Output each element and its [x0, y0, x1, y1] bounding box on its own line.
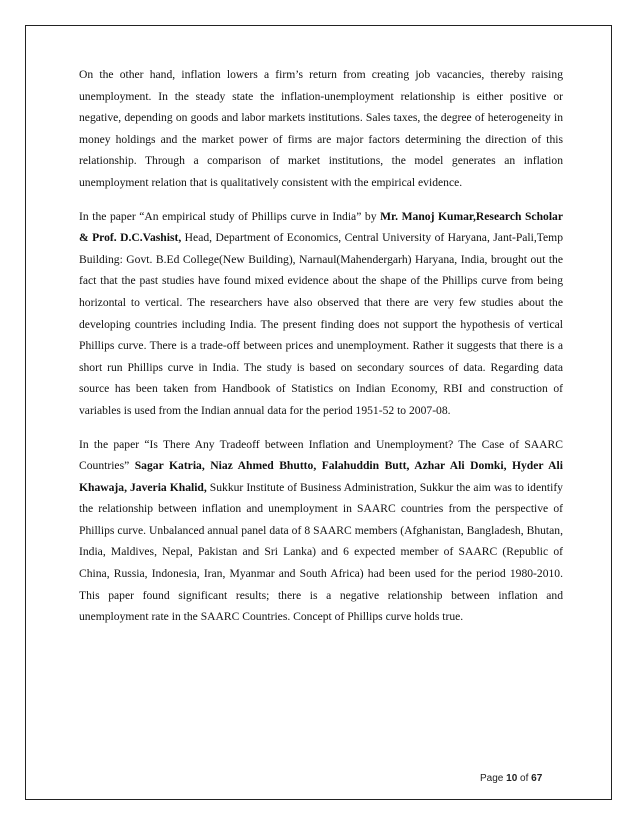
paper-intro: In the paper “An empirical study of Phillips curve in India” by	[79, 209, 381, 223]
paper-authors: Mr. Manoj Kumar,Research Scholar & Prof. D.C.Vashist,	[79, 209, 563, 245]
paper-intro: In the paper “Is There Any Tradeoff between Inflation and Unemployment? The Case of SAARC Countries”	[79, 437, 563, 473]
current-page-number: 10	[506, 773, 518, 784]
total-pages-number: 67	[531, 773, 543, 784]
page-label: Page	[480, 773, 504, 784]
paper-body: Head, Department of Economics, Central University of Haryana, Jant-Pali,Temp Building: Govt. B.Ed College(New Building), Narnaul(Mahendergarh) Haryana, India, brought out the fact that the past studies have found mixed evidence about the shape of the Phillips curve from being horizontal to vertical. The researchers have also observed that there are very few studies about the developing countries including India. The present finding does not support the hypothesis of vertical Phillips curve. There is a trade-off between prices and unemployment. Rather it suggests that there is a short run Phillips curve in India. The study is based on secondary sources of data. Regarding data source has been taken from Handbook of Statistics on Indian Economy, RBI and construction of variables is used from the Indian annual data for the period 1951-52 to 2007-08.	[79, 231, 563, 417]
document-body	[79, 64, 563, 640]
paragraph-phillips-india	[79, 206, 563, 422]
page-number-footer	[480, 773, 542, 784]
paragraph-text: On the other hand, inflation lowers a firm’s return from creating job vacancies, thereby raising unemployment. In the steady state the inflation-unemployment relationship is either positive or negative, depending on goods and labor markets institutions. Sales taxes, the degree of heterogeneity in money holdings and the market power of firms are major factors determining the direction of this relationship. Through a comparison of market institutions, the model generates an inflation unemployment relation that is qualitatively consistent with the empirical evidence.	[79, 68, 563, 189]
paragraph-saarc-tradeoff	[79, 434, 563, 628]
paragraph-inflation-unemployment	[79, 64, 563, 194]
of-label: of	[520, 773, 529, 784]
paper-body: Sukkur Institute of Business Administration, Sukkur the aim was to identify the relationship between inflation and unemployment in SAARC countries from the perspective of Phillips curve. Unbalanced annual panel data of 8 SAARC members (Afghanistan, Bangladesh, Bhutan, India, Maldives, Nepal, Pakistan and Sri Lanka) and 6 expected member of SAARC (Republic of China, Russia, Indonesia, Iran, Myanmar and South Africa) had been used for the period 1980-2010. This paper found significant results; there is a negative relationship between inflation and unemployment rate in the SAARC Countries. Concept of Phillips curve holds true.	[79, 480, 563, 624]
paper-authors: Sagar Katria, Niaz Ahmed Bhutto, Falahuddin Butt, Azhar Ali Domki, Hyder Ali Khawaja, Javeria Khalid,	[79, 459, 563, 494]
